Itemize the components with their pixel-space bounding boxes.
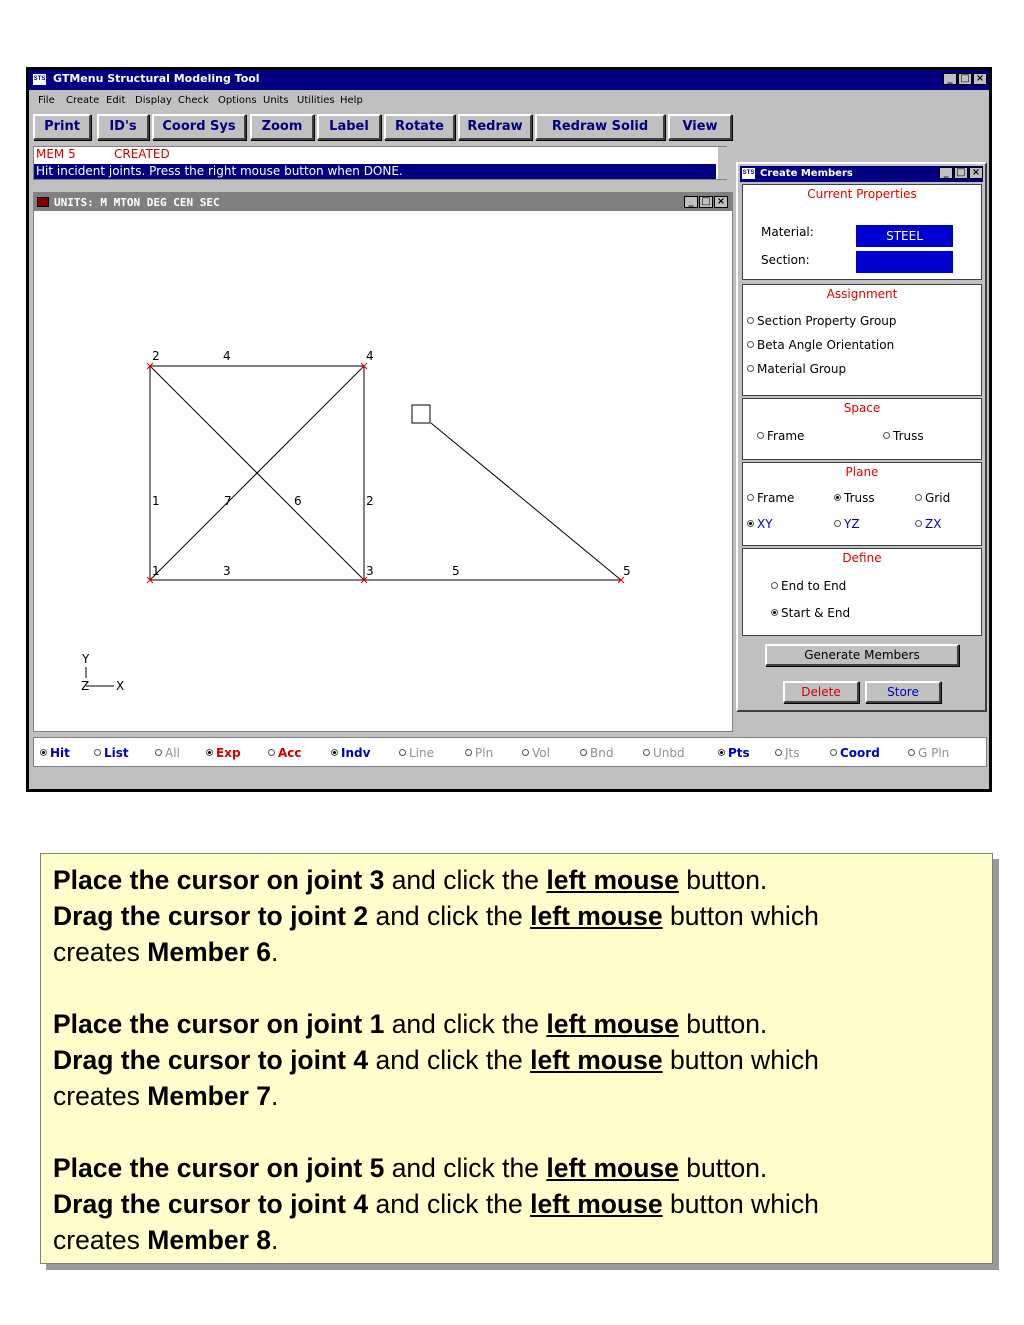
instruction-underline: left mouse [546,1009,679,1039]
member-label: 5 [452,564,460,578]
filter-indv[interactable] [331,746,370,760]
instruction-text: and click the [368,1189,531,1219]
menu-display[interactable]: Display [135,95,172,106]
app-window [26,67,992,792]
space-option-label: Frame [767,429,805,443]
instruction-bold: Place the cursor on joint 1 [53,1009,385,1039]
filter-label: Jts [785,746,800,760]
app-icon: STS [33,74,46,85]
instruction-bold: Drag the cursor to joint 4 [53,1045,369,1075]
filter-exp[interactable] [206,746,241,760]
radio-icon [643,749,650,756]
filter-bnd[interactable] [580,746,613,760]
radio-icon [757,432,764,439]
filter-label: Coord [840,746,880,760]
zoom-button[interactable]: Zoom [250,114,314,140]
axis-x-label: X [116,679,125,693]
instruction-text: and click the [384,865,547,895]
instruction-line [53,1078,278,1114]
instruction-text: and click the [384,1009,547,1039]
maximize-button[interactable]: □ [958,73,972,85]
model-canvas[interactable] [33,192,733,732]
filter-hit[interactable] [40,746,70,760]
dialog-minimize-button[interactable]: _ [939,167,953,179]
instruction-bold: Place the cursor on joint 5 [53,1153,385,1183]
section-label: Section: [761,253,810,267]
filter-all[interactable] [155,746,180,760]
rotate-button[interactable]: Rotate [384,114,455,140]
space-frame-radio[interactable] [757,429,804,443]
radio-icon [830,749,837,756]
view-button[interactable]: View [668,114,732,140]
instruction-bold: Place the cursor on joint 3 [53,865,385,895]
menu-utilities[interactable]: Utilities [297,95,335,106]
filter-unbd[interactable] [643,746,685,760]
filter-label: Pln [475,746,494,760]
radio-icon [747,494,754,501]
plane-grid-radio[interactable] [915,491,950,505]
menu-help[interactable]: Help [340,95,363,106]
radio-icon [834,520,841,527]
member-label: 1 [152,494,160,508]
member-label: 2 [366,494,374,508]
menu-units[interactable]: Units [263,95,289,106]
instruction-text: creates [53,937,148,967]
define-start-end-radio[interactable] [771,606,850,620]
radio-selected-icon [331,749,338,756]
joint-label: 1 [152,564,160,578]
dialog-close-button[interactable]: × [969,167,983,179]
radio-icon [399,749,406,756]
filter-label: Hit [50,746,70,760]
radio-icon [908,749,915,756]
plane-option-label: XY [757,517,773,531]
instruction-line [53,862,767,898]
filter-label: Indv [341,746,371,760]
print-button[interactable]: Print [33,114,91,140]
canvas-maximize-button[interactable]: □ [699,196,713,208]
instruction-bold: Member 6 [147,937,271,967]
plane-option-label: Truss [844,491,875,505]
menu-options[interactable]: Options [218,95,257,106]
assignment-heading: Assignment [826,287,898,301]
filter-label: Unbd [653,746,685,760]
joint-label: 2 [152,349,160,363]
instruction-text: and click the [384,1153,547,1183]
radio-icon [883,432,890,439]
radio-icon [465,749,472,756]
filter-label: Acc [278,746,302,760]
current-properties-group [742,184,982,280]
filter-label: All [165,746,180,760]
filter-label: Vol [532,746,550,760]
status-state: CREATED [114,147,170,161]
dialog-title-bar [740,166,983,182]
radio-icon [94,749,101,756]
define-end-to-end-radio[interactable] [771,579,846,593]
filter-pts[interactable] [718,746,750,760]
instruction-text: creates [53,1225,148,1255]
units-icon [37,197,49,207]
filter-label: Pts [728,746,750,760]
radio-selected-icon [40,749,47,756]
instruction-underline: left mouse [530,1189,663,1219]
status-message: Hit incident joints. Press the right mouse button when DONE. [34,164,716,179]
plane-option-label: YZ [844,517,860,531]
filter-pln[interactable] [465,746,493,760]
define-option-label: End to End [781,579,847,593]
plane-option-label: Frame [757,491,795,505]
close-button[interactable]: × [973,73,987,85]
selection-filter-bar [33,737,987,767]
material-label: Material: [761,225,814,239]
define-heading: Define [842,551,882,565]
status-scrollbar[interactable] [718,147,728,179]
radio-icon [915,494,922,501]
filter-coord[interactable] [830,746,880,760]
axis-y-label: Y [82,652,90,666]
rubber-band-line [431,423,621,580]
instruction-text: button which [662,1045,819,1075]
generate-members-button[interactable]: Generate Members [765,644,959,666]
instruction-line [53,1186,819,1222]
filter-label: List [104,746,129,760]
space-truss-radio[interactable] [883,429,924,443]
instruction-text: creates [53,1081,148,1111]
material-field[interactable]: STEEL [856,225,953,247]
plane-zx-radio[interactable] [915,517,941,531]
plane-option-label: Grid [925,491,951,505]
instruction-bold: Member 8 [147,1225,271,1255]
filter-label: Bnd [590,746,614,760]
instruction-text: and click the [368,1045,531,1075]
plane-truss-radio[interactable] [834,491,875,505]
cursor-box [412,405,430,423]
member-label: 3 [223,564,231,578]
instruction-bold: Drag the cursor to joint 4 [53,1189,369,1219]
define-option-label: Start & End [781,606,851,620]
radio-selected-icon [771,609,778,616]
assignment-option-label: Material Group [757,362,847,376]
assignment-option-label: Section Property Group [757,314,897,328]
ids-button[interactable]: ID's [97,114,149,140]
instruction-underline: left mouse [546,1153,679,1183]
filter-label: Exp [216,746,241,760]
current-properties-heading: Current Properties [807,187,917,201]
filter-vol[interactable] [522,746,550,760]
menu-file[interactable]: File [38,95,55,106]
instruction-text: and click the [368,901,531,931]
space-group [742,398,982,460]
section-field[interactable] [856,251,953,273]
radio-icon [522,749,529,756]
instruction-underline: left mouse [530,1045,663,1075]
radio-icon [580,749,587,756]
coord-sys-button[interactable]: Coord Sys [152,114,246,140]
assignment-option[interactable] [747,338,894,352]
space-heading: Space [843,401,881,415]
plane-group [742,462,982,546]
instruction-line [53,1222,278,1258]
instruction-line [53,1150,767,1186]
instruction-line [53,1006,767,1042]
redraw-button[interactable]: Redraw [458,114,532,140]
member-label: 6 [294,494,302,508]
joint-label: 4 [366,349,374,363]
instruction-underline: left mouse [546,865,679,895]
radio-icon [747,365,754,372]
instruction-line [53,934,278,970]
units-readout: UNITS: M MTON DEG CEN SEC [54,196,220,209]
canvas-title-bar [34,193,732,211]
instruction-bold: Member 7 [147,1081,271,1111]
instruction-bold: Drag the cursor to joint 2 [53,901,369,931]
radio-icon [155,749,162,756]
label-button[interactable]: Label [317,114,381,140]
store-button[interactable]: Store [865,681,941,703]
title-bar [29,70,989,90]
status-panel [33,146,727,180]
instruction-text: button. [678,1153,768,1183]
assignment-option-label: Beta Angle Orientation [757,338,895,352]
plane-yz-radio[interactable] [834,517,860,531]
filter-jts[interactable] [775,746,800,760]
instruction-underline: left mouse [530,901,663,931]
radio-icon [747,317,754,324]
plane-xy-radio[interactable] [747,517,773,531]
radio-selected-icon [834,494,841,501]
assignment-group [742,284,982,396]
instruction-line [53,898,819,934]
plane-option-label: ZX [925,517,942,531]
redraw-solid-button[interactable]: Redraw Solid [535,114,665,140]
filter-label: G Pln [918,746,950,760]
instruction-text: button. [678,865,768,895]
member-label: 4 [223,349,231,363]
menu-create[interactable]: Create [66,95,100,106]
radio-icon [915,520,922,527]
structure-drawing [34,211,732,731]
radio-icon [771,582,778,589]
radio-icon [268,749,275,756]
radio-selected-icon [718,749,725,756]
window-title: GTMenu Structural Modeling Tool [53,72,260,85]
filter-g-pln[interactable] [908,746,949,760]
assignment-option[interactable] [747,314,897,328]
filter-label: Line [409,746,435,760]
radio-selected-icon [747,520,754,527]
define-group [742,548,982,636]
instruction-text: . [270,1225,279,1255]
plane-heading: Plane [845,465,879,479]
status-code: MEM 5 [36,147,76,161]
create-members-dialog [736,162,987,712]
radio-icon [747,341,754,348]
dialog-title: Create Members [760,168,853,179]
instruction-text: . [270,937,279,967]
assignment-option[interactable] [747,362,846,376]
filter-acc[interactable] [268,746,302,760]
filter-line[interactable] [399,746,434,760]
instruction-text: . [270,1081,279,1111]
menu-edit[interactable]: Edit [106,95,126,106]
instruction-text: button which [662,1189,819,1219]
dialog-icon: STS [742,168,755,179]
space-option-label: Truss [893,429,924,443]
filter-list[interactable] [94,746,129,760]
delete-button[interactable]: Delete [783,681,859,703]
plane-frame-radio[interactable] [747,491,794,505]
menu-check[interactable]: Check [178,95,209,106]
menu-bar [29,91,989,109]
canvas-close-button[interactable]: × [714,196,728,208]
axis-z-label: Z [81,679,90,693]
joint-label: 5 [623,564,631,578]
joint-label: 3 [366,564,374,578]
radio-selected-icon [206,749,213,756]
radio-icon [775,749,782,756]
canvas-minimize-button[interactable]: _ [684,196,698,208]
member-label: 7 [224,494,232,508]
instruction-text: button which [662,901,819,931]
minimize-button[interactable]: _ [943,73,957,85]
instruction-box [40,853,993,1264]
instruction-line [53,1042,819,1078]
dialog-maximize-button[interactable]: □ [954,167,968,179]
instruction-text: button. [678,1009,768,1039]
